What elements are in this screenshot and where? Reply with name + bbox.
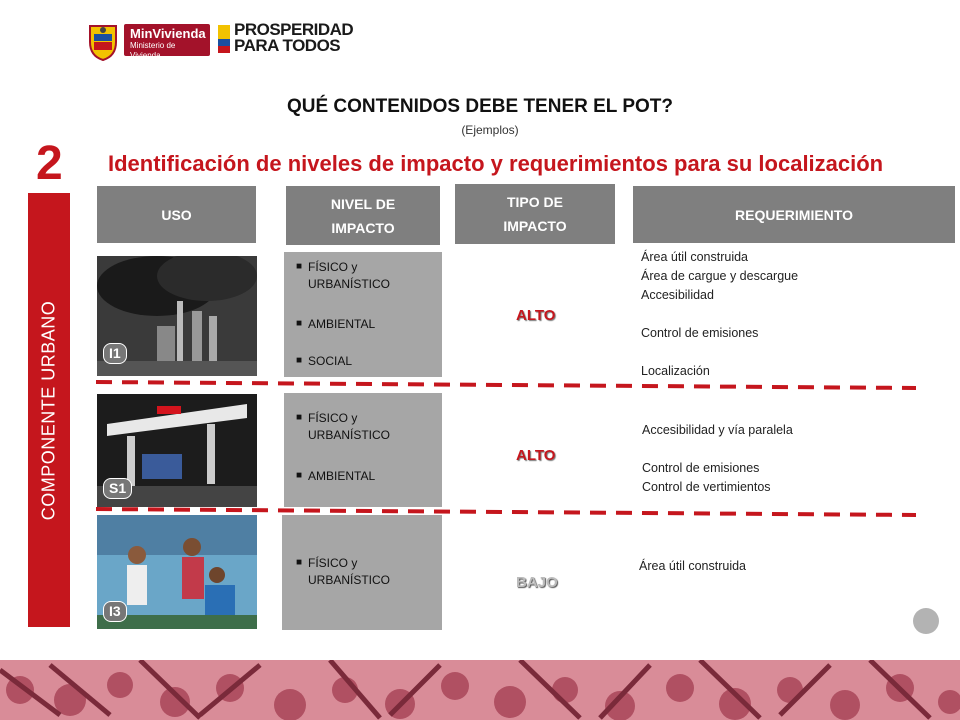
section-number: 2: [36, 137, 63, 190]
column-header-tipo-line2: IMPACTO: [503, 218, 567, 234]
section-heading: Identificación de niveles de impacto y requerimientos para su localización: [108, 151, 884, 176]
minvivienda-logo: [124, 24, 210, 60]
level-item-fisico-row3: ■ FÍSICO y URBANÍSTICO: [296, 556, 391, 587]
level-item-fisico-row1: ■ FÍSICO y URBANÍSTICO: [296, 260, 391, 291]
level-item-fisico-row2: ■ FÍSICO y URBANÍSTICO: [296, 411, 391, 442]
requirement-item: Localización: [641, 364, 710, 378]
use-tag-i1: I1: [103, 343, 127, 364]
page-subtitle: (Ejemplos): [461, 123, 519, 137]
colombia-flag-icon: [218, 25, 230, 53]
colombia-shield-icon: [86, 22, 120, 62]
sidebar-label-text: COMPONENTE URBANO: [38, 300, 59, 520]
impact-type-row3: BAJO: [516, 574, 558, 591]
column-header-requerimiento-label: REQUERIMIENTO: [735, 206, 853, 223]
minvivienda-subtitle: Ministerio de Vivienda: [130, 41, 176, 60]
column-header-requerimiento: [633, 186, 955, 243]
crowd-banner-image: [0, 660, 960, 720]
column-header-nivel-line1: NIVEL DE: [330, 195, 396, 212]
level-text-urbanistico: URBANÍSTICO: [308, 573, 391, 587]
level-item-social-row1: ■ SOCIAL: [296, 354, 353, 368]
page-title: QUÉ CONTENIDOS DEBE TENER EL POT?: [286, 96, 674, 117]
level-item-ambiental-row1: ■ AMBIENTAL: [296, 317, 376, 331]
decorative-circle: [913, 608, 939, 634]
level-text-ambiental: AMBIENTAL: [308, 317, 376, 331]
requirement-item: Área útil construida: [641, 250, 749, 264]
level-text-fisico: FÍSICO y: [308, 260, 358, 274]
requirement-list-row1: [641, 248, 798, 381]
level-text-social: SOCIAL: [308, 354, 353, 368]
level-text-ambiental: AMBIENTAL: [308, 469, 376, 483]
column-header-nivel: [286, 186, 440, 245]
requirement-list-row2: [642, 421, 793, 497]
level-item-ambiental-row2: ■ AMBIENTAL: [296, 469, 376, 483]
column-header-nivel-line2: IMPACTO: [331, 219, 395, 236]
column-header-uso: [97, 186, 256, 243]
requirement-item: Control de emisiones: [641, 326, 759, 340]
use-tag-s1: S1: [103, 478, 132, 499]
requirement-item: Control de emisiones: [642, 461, 760, 475]
requirement-list-row3: [639, 557, 746, 576]
column-header-tipo-line1: TIPO DE: [506, 194, 563, 210]
column-header-tipo: [455, 184, 615, 244]
sidebar-label: [28, 193, 70, 627]
level-text-urbanistico: URBANÍSTICO: [308, 428, 391, 442]
minvivienda-title: MinVivienda: [130, 26, 206, 41]
requirement-item: Accesibilidad: [641, 288, 714, 302]
impact-type-row1: ALTO: [516, 307, 556, 324]
requirement-item: Control de vertimientos: [642, 480, 771, 494]
prosperidad-line1: PROSPERIDAD: [234, 20, 354, 39]
requirement-item: Área útil construida: [639, 559, 747, 573]
prosperidad-line2: PARA TODOS: [234, 36, 341, 55]
use-tag-i3: I3: [103, 601, 127, 622]
level-text-fisico: FÍSICO y: [308, 411, 358, 425]
column-header-uso-label: USO: [161, 206, 192, 223]
requirement-item: Área de cargue y descargue: [641, 269, 799, 283]
row-divider-1: [96, 378, 916, 392]
level-text-urbanistico: URBANÍSTICO: [308, 277, 391, 291]
requirement-item: Accesibilidad y vía paralela: [642, 423, 793, 437]
prosperidad-logo: [234, 22, 353, 54]
impact-type-row2: ALTO: [516, 447, 556, 464]
level-text-fisico: FÍSICO y: [308, 556, 358, 570]
